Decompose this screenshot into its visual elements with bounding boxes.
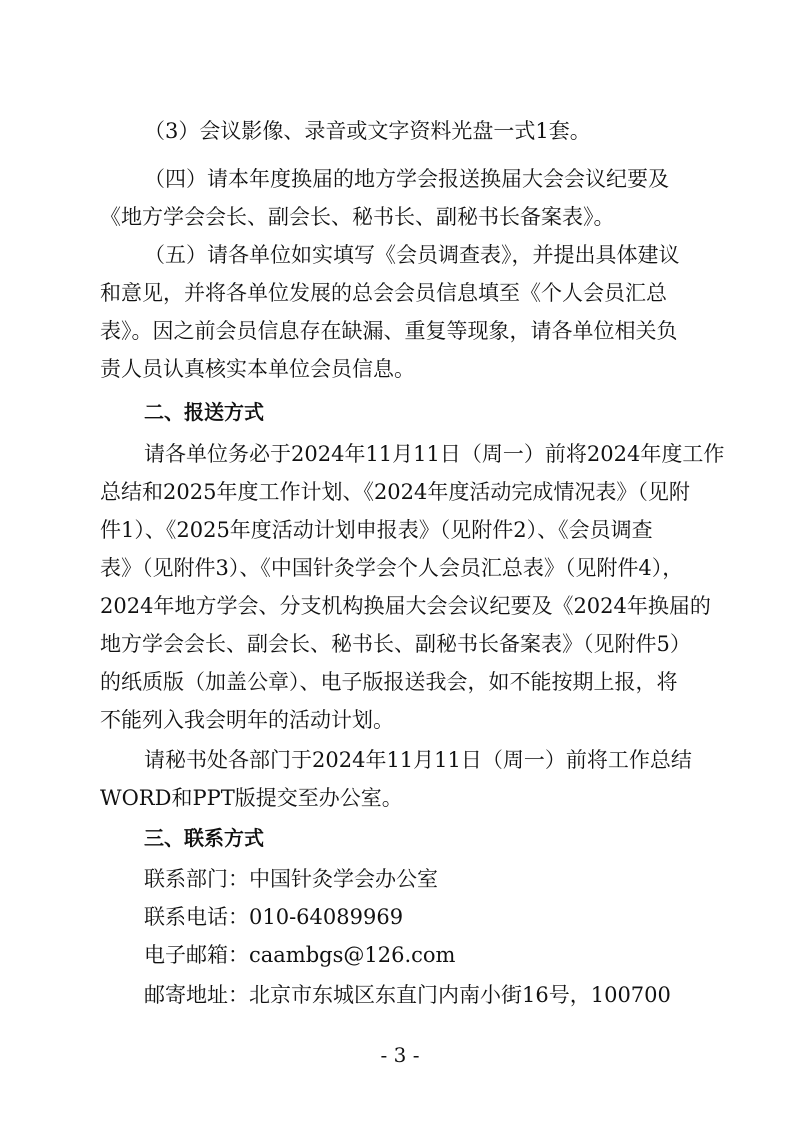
paragraph-line-item-four: （四）请本年度换届的地方学会报送换届大会会议纪要及 [144,167,669,191]
paragraph-line: 表》（见附件3）、《中国针灸学会个人会员汇总表》（见附件4）， [100,556,684,580]
paragraph-line-item-five: （五）请各单位如实填写《会员调查表》，并提出具体建议 [144,243,680,267]
section-heading-submission: 二、报送方式 [144,400,264,424]
paragraph-line: 表》。因之前会员信息存在缺漏、重复等现象，请各单位相关负 [100,319,678,343]
contact-email: 电子邮箱：caambgs@126.com [144,943,456,967]
page-number: - 3 - [380,1043,420,1067]
paragraph-line: 的纸质版（加盖公章）、电子版报送我会，如不能按期上报，将 [100,670,678,694]
section-heading-contact: 三、联系方式 [144,826,264,850]
paragraph-line: 不能列入我会明年的活动计划。 [100,708,394,732]
paragraph-line: 责人员认真核实本单位会员信息。 [100,357,415,381]
paragraph-line: 《地方学会会长、副会长、秘书长、副秘书长备案表》。 [100,205,615,229]
paragraph-line: 地方学会会长、副会长、秘书长、副秘书长备案表》（见附件5） [100,632,691,656]
paragraph-line: 请各单位务必于2024年11月11日（周一）前将2024年度工作 [144,442,725,466]
contact-phone: 联系电话：010-64089969 [144,905,404,929]
paragraph-line-media-disc: （3）会议影像、录音或文字资料光盘一式1套。 [144,119,591,143]
paragraph-line: 件1）、《2025年度活动计划申报表》（见附件2）、《会员调查 [100,518,653,542]
contact-department: 联系部门：中国针灸学会办公室 [144,867,438,891]
paragraph-line: WORD和PPT版提交至办公室。 [100,786,403,810]
paragraph-line: 总结和2025年度工作计划、《2024年度活动完成情况表》（见附 [100,480,690,504]
paragraph-line: 请秘书处各部门于2024年11月11日（周一）前将工作总结 [144,748,692,772]
contact-address: 邮寄地址：北京市东城区东直门内南小街16号，100700 [144,983,671,1007]
paragraph-line: 和意见，并将各单位发展的总会会员信息填至《个人会员汇总 [100,281,667,305]
paragraph-line: 2024年地方学会、分支机构换届大会会议纪要及《2024年换届的 [100,594,711,618]
